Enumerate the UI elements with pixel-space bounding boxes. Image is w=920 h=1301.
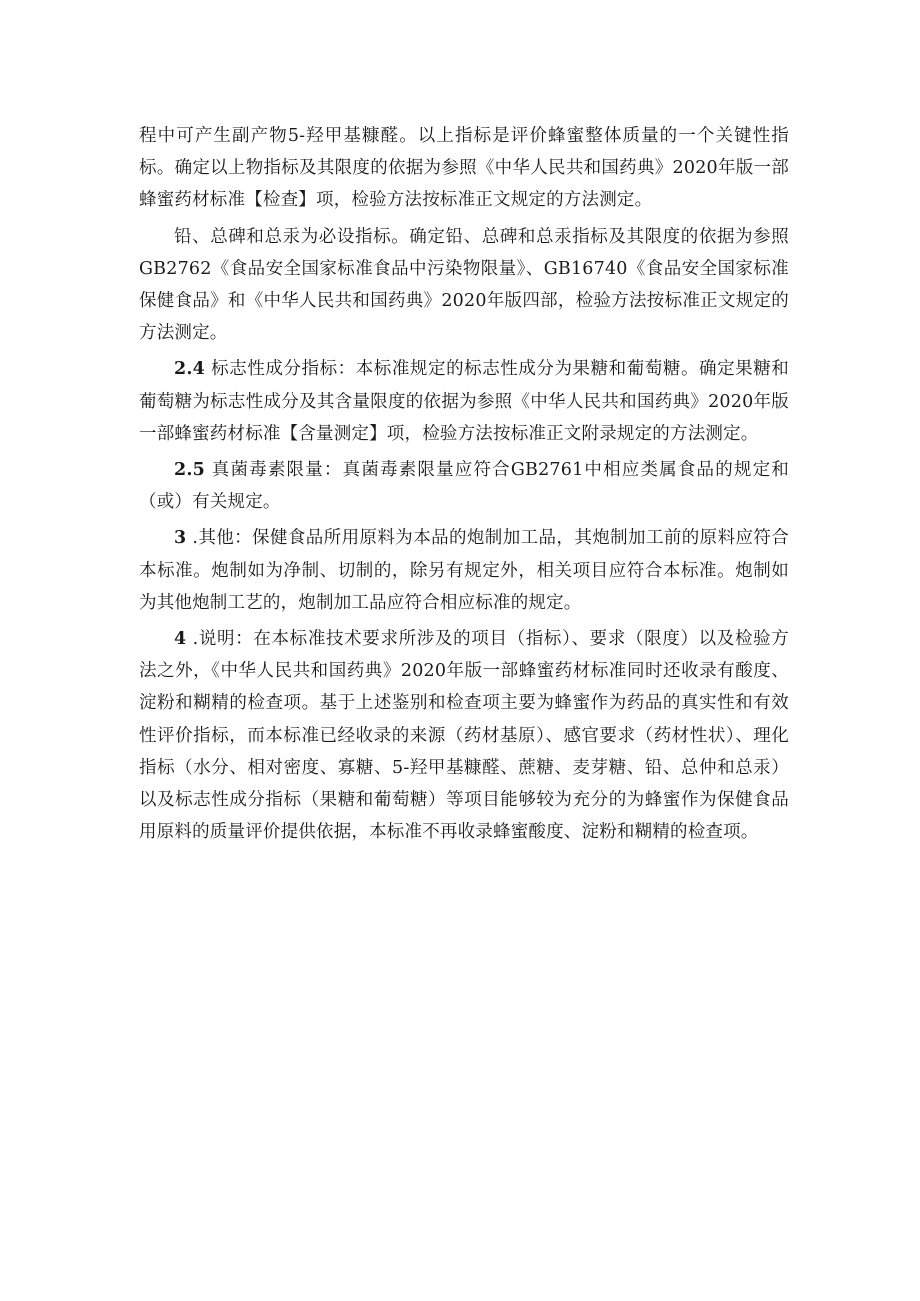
paragraph-4 xyxy=(139,623,789,848)
paragraph-text: .说明：在本标准技术要求所涉及的项目（指标）、要求（限度）以及检验方法之外，《中华人民共和国药典》2020年版一部蜂蜜药材标准同时还收录有酸度、淀粉和糊精的检查项。基于上述鉴别和检查项主要为蜂蜜作为药品的真实性和有效性评价指标，而本标准已经收录的来源（药材基原）、感官要求（药材性状）、理化指标（水分、相对密度、寡糖、5-羟甲基糠醛、蔗糖、麦芽糖、铅、总仲和总汞）以及标志性成分指标（果糖和葡萄糖）等项目能够较为充分的为蜂蜜作为保健食品用原料的质量评价提供依据，本标准不再收录蜂蜜酸度、淀粉和糊精的检查项。 xyxy=(139,629,789,843)
paragraph-text: 程中可产生副产物5-羟甲基糠醛。以上指标是评价蜂蜜整体质量的一个关键性指标。确定以上物指标及其限度的依据为参照《中华人民共和国药典》2020年版一部蜂蜜药材标准【检查】项，检验方法按标准正文规定的方法测定。 xyxy=(139,126,789,211)
section-number: 2.4 xyxy=(174,359,206,380)
document-body xyxy=(139,120,789,852)
section-number: 4 xyxy=(174,629,187,650)
paragraph-heavy-metals xyxy=(139,221,789,350)
paragraph-3 xyxy=(139,522,789,619)
paragraph-2-4 xyxy=(139,353,789,450)
paragraph-2-5 xyxy=(139,454,789,518)
paragraph-continuation xyxy=(139,120,789,217)
paragraph-text: 铅、总碑和总汞为必设指标。确定铅、总碑和总汞指标及其限度的依据为参照GB2762《食品安全国家标准食品中污染物限量》、GB16740《食品安全国家标准保健食品》和《中华人民共和国药典》2020年版四部，检验方法按标准正文规定的方法测定。 xyxy=(139,226,789,344)
section-number: 2.5 xyxy=(174,460,206,481)
paragraph-text: 真菌毒素限量：真菌毒素限量应符合GB2761中相应类属食品的规定和（或）有关规定。 xyxy=(139,460,789,513)
paragraph-text: .其他：保健食品所用原料为本品的炮制加工品，其炮制加工前的原料应符合本标准。炮制如为净制、切制的，除另有规定外，相关项目应符合本标准。炮制如为其他炮制工艺的，炮制加工品应符合相应标准的规定。 xyxy=(139,528,789,613)
paragraph-text: 标志性成分指标：本标准规定的标志性成分为果糖和葡萄糖。确定果糖和葡萄糖为标志性成分及其含量限度的依据为参照《中华人民共和国药典》2020年版一部蜂蜜药材标准【含量测定】项，检验方法按标准正文附录规定的方法测定。 xyxy=(139,359,789,444)
section-number: 3 xyxy=(174,528,187,549)
